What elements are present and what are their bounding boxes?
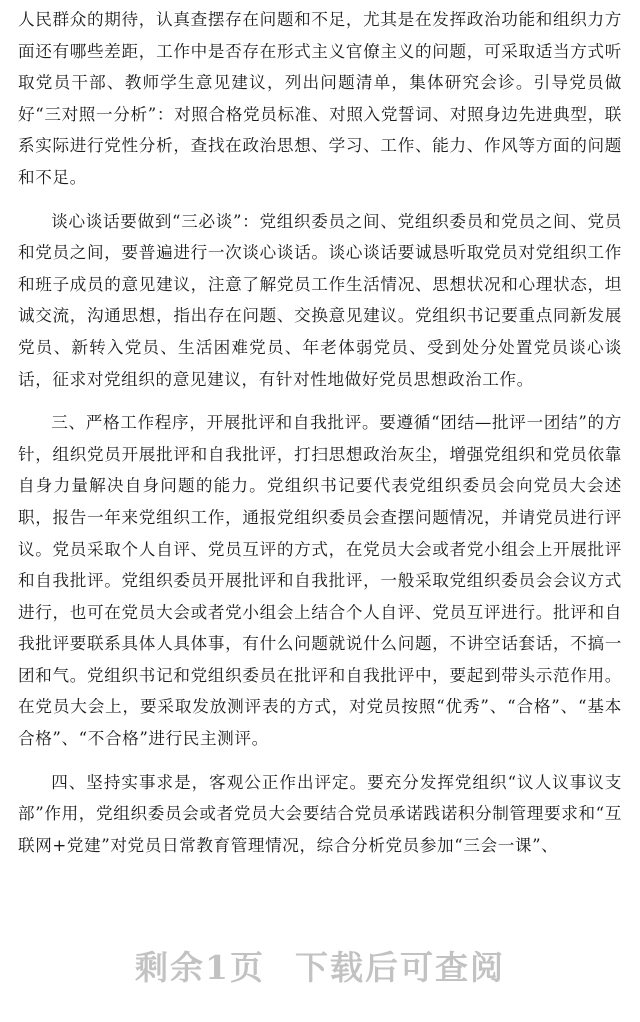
document-body	[18, 4, 622, 861]
remaining-pages-label: 剩余1页	[135, 947, 265, 987]
download-to-view-label: 下载后可查阅	[294, 947, 505, 987]
paragraph-section-three: 三、严格工作程序，开展批评和自我批评。要遵循“团结—批评一团结”的方针，组织党员开展批评和自我批评，打扫思想政治灰尘，增强党组织和党员依靠自身力量解决自身问题的能力。党组织书记要代表党组织委员会向党员大会述职，报告一年来党组织工作，通报党组织委员会查摆问题情况，并请党员进行评议。党员采取个人自评、党员互评的方式，在党员大会或者党小组会上开展批评和自我批评。党组织委员开展批评和自我批评，一般采取党组织委员会会议方式进行，也可在党员大会或者党小组会上结合个人自评、党员互评进行。批评和自我批评要联系具体人具体事，有什么问题就说什么问题，不讲空话套话，不搞一团和气。党组织书记和党组织委员在批评和自我批评中，要起到带头示范作用。在党员大会上，要采取发放测评表的方式，对党员按照“优秀”、“合格”、“基本合格”、“不合格”进行民主测评。	[18, 413, 622, 749]
paragraph-continuation: 人民群众的期待，认真查摆存在问题和不足，尤其是在发挥政治功能和组织力方面还有哪些差距，工作中是否存在形式主义官僚主义的问题，可采取适当方式听取党员干部、教师学生意见建议，列出问题清单，集体研究会诊。引导党员做好“三对照一分析”：对照合格党员标准、对照入党誓词、对照身边先进典型，联系实际进行党性分析，查找在政治思想、学习、工作、能力、作风等方面的问题和不足。	[18, 10, 622, 187]
paragraph-gap	[18, 395, 622, 407]
paragraph-gap	[18, 194, 622, 206]
paragraph-section-four: 四、坚持实事求是，客观公正作出评定。要充分发挥党组织“议人议事议支部”作用，党组织委员会或者党员大会要结合党员承诺践诺积分制管理要求和“互联网+党建”对党员日常教育管理情况，综合分析党员参加“三会一课”、	[18, 772, 622, 855]
paragraph-gap	[18, 755, 622, 767]
paragraph-talk: 谈心谈话要做到“三必谈”：党组织委员之间、党组织委员和党员之间、党员和党员之间，要普遍进行一次谈心谈话。谈心谈话要诚恳听取党员对党组织工作和班子成员的意见建议，注意了解党员工作生活情况、思想状况和心理状态，坦诚交流，沟通思想，指出存在问题、交换意见建议。党组织书记要重点同新发展党员、新转入党员、生活困难党员、年老体弱党员、受到处分处置党员谈心谈话，征求对党组织的意见建议，有针对性地做好党员思想政治工作。	[18, 211, 622, 389]
remaining-pages-banner[interactable]	[0, 935, 640, 995]
